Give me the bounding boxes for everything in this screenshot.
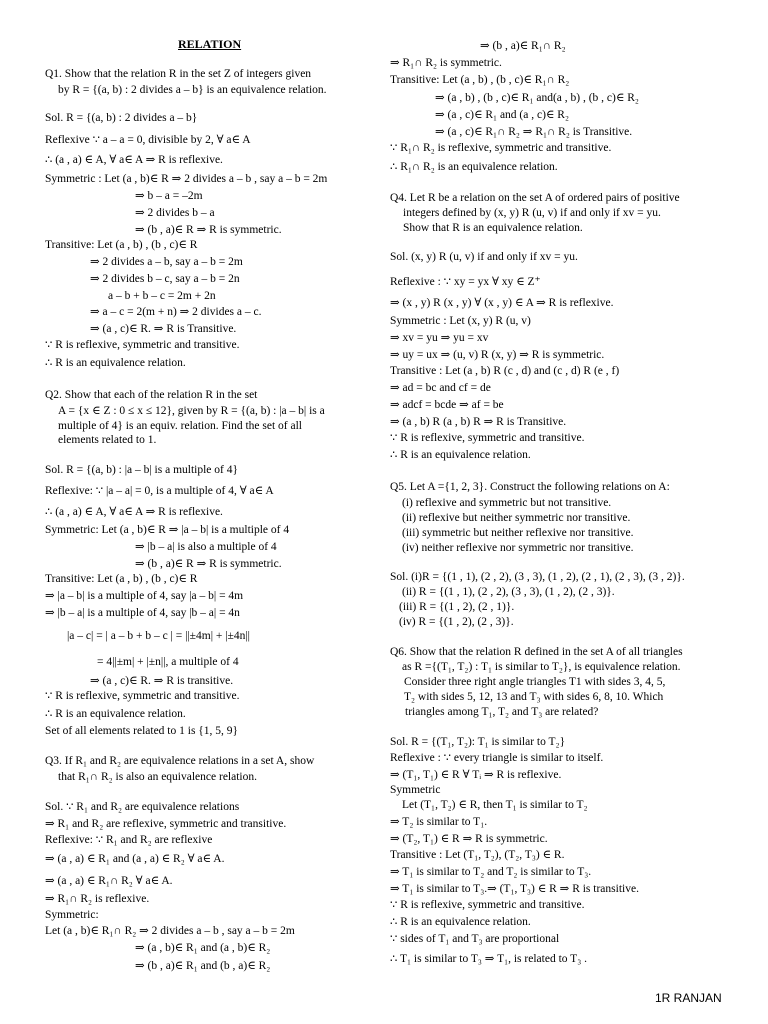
q4-line-3: Show that R is an equivalence relation.	[403, 222, 583, 234]
q6-sym-2: ⇒ T₂ is similar to T₁.	[390, 816, 488, 828]
q3-transitive: Transitive: Let (a , b) , (b , c)∈ R₁∩ R₂	[390, 74, 570, 86]
q4-line-1: Q4. Let R be a relation on the set A of ordered pairs of positive	[390, 192, 680, 204]
q2-tr-1: ⇒ |a – b| is a multiple of 4, say |a – b| = 4m	[45, 590, 244, 602]
q1-sol: Sol. R = {(a, b) : 2 divides a – b}	[45, 112, 198, 124]
q6-line-4: T₂ with sides 5, 12, 13 and T₃ with sides 6, 8, 10. Which	[404, 691, 664, 703]
q5-sol-4: (iv) R = {(1 , 2), (2 , 3)}.	[399, 616, 514, 628]
q2-tr-2: ⇒ |b – a| is a multiple of 4, say |b – a| = 4n	[45, 607, 240, 619]
page-title: RELATION	[178, 37, 242, 51]
q3-conclusion-2: ∴ R₁∩ R₂ is an equivalence relation.	[390, 161, 558, 173]
q6-symmetric: Symmetric	[390, 784, 441, 796]
q6-conclusion-2: ∴ R is an equivalence relation.	[390, 916, 531, 928]
q2-reflexive-2: ∴ (a , a) ∈ A, ∀ a∈ A ⇒ R is reflexive.	[45, 506, 223, 518]
q2-line-2: A = {x ∈ Z : 0 ≤ x ≤ 12}, given by R = {(a, b) : |a – b| is a	[58, 405, 325, 417]
q5-line-2: (i) reflexive and symmetric but not transitive.	[402, 497, 612, 509]
q4-tr-2: ⇒ adcf = bcde ⇒ af = be	[390, 399, 504, 411]
q2-conclusion-2: ∴ R is an equivalence relation.	[45, 708, 186, 720]
q6-conclusion-1: ∵ R is reflexive, symmetric and transitive.	[390, 899, 585, 911]
q6-line-1: Q6. Show that the relation R defined in the set A of all triangles	[390, 646, 683, 658]
q6-sym-3: ⇒ (T₂, T₁) ∈ R ⇒ R is symmetric.	[390, 833, 548, 845]
q3-ref-2: ⇒ (a , a) ∈ R₁∩ R₂ ∀ a∈ A.	[45, 875, 173, 887]
q2-tr-4: = 4||±m| + |±n||, a multiple of 4	[97, 656, 239, 668]
q1-conclusion-2: ∴ R is an equivalence relation.	[45, 357, 186, 369]
q1-tr-3: a – b + b – c = 2m + 2n	[108, 290, 216, 302]
q2-sol: Sol. R = {(a, b) : |a – b| is a multiple of 4}	[45, 464, 239, 476]
q3-tr-2: ⇒ (a , c)∈ R₁ and (a , c)∈ R₂	[435, 109, 569, 121]
q6-conclusion-3: ∵ sides of T₁ and T₃ are proportional	[390, 933, 560, 945]
q3-sym-2: ⇒ (a , b)∈ R₁ and (a , b)∈ R₂	[135, 942, 271, 954]
q3-sol: Sol. ∵ R₁ and R₂ are equivalence relations	[45, 801, 240, 813]
q5-line-5: (iv) neither reflexive nor symmetric nor transitive.	[402, 542, 634, 554]
q5-line-1: Q5. Let A ={1, 2, 3}. Construct the following relations on A:	[390, 481, 670, 493]
q3-ref-1: ⇒ (a , a) ∈ R₁ and (a , a) ∈ R₂ ∀ a∈ A.	[45, 853, 225, 865]
q3-line-2: that R₁∩ R₂ is also an equivalence relation.	[58, 771, 257, 783]
q3-sym-3: ⇒ (b , a)∈ R₁ and (b , a)∈ R₂	[135, 960, 271, 972]
q2-reflexive: Reflexive: ∵ |a – a| = 0, is a multiple of 4, ∀ a∈ A	[45, 485, 274, 497]
q6-line-3: Consider three right angle triangles T1 with sides 3, 4, 5,	[404, 676, 666, 688]
author-signature: 1R RANJAN	[655, 991, 722, 1005]
q1-tr-2: ⇒ 2 divides b – c, say a – b = 2n	[90, 273, 240, 285]
q1-conclusion-1: ∵ R is reflexive, symmetric and transitive.	[45, 339, 240, 351]
q1-reflexive-2: ∴ (a , a) ∈ A, ∀ a∈ A ⇒ R is reflexive.	[45, 154, 223, 166]
q1-reflexive: Reflexive ∵ a – a = 0, divisible by 2, ∀ a∈ A	[45, 134, 251, 146]
q6-line-5: triangles among T₁, T₂ and T₃ are related?	[405, 706, 599, 718]
q2-transitive: Transitive: Let (a , b) , (b , c)∈ R	[45, 573, 198, 585]
q2-line-4: elements related to 1.	[58, 434, 157, 446]
q4-conclusion-1: ∵ R is reflexive, symmetric and transitive.	[390, 432, 585, 444]
q2-tr-5: ⇒ (a , c)∈ R. ⇒ R is transitive.	[90, 675, 234, 687]
q3-sym-4: ⇒ (b , a)∈ R₁∩ R₂	[480, 40, 566, 52]
q6-reflexive: Reflexive : ∵ every triangle is similar to itself.	[390, 752, 604, 764]
q5-sol-2: (ii) R = {(1 , 1), (2 , 2), (3 , 3), (1 , 2), (2 , 3)}.	[402, 586, 615, 598]
q3-line-1: Q3. If R₁ and R₂ are equivalence relations in a set A, show	[45, 755, 315, 767]
q4-reflexive: Reflexive : ∵ xy = yx ∀ xy ∈ Z⁺	[390, 276, 541, 288]
q5-line-3: (ii) reflexive but neither symmetric nor transitive.	[402, 512, 631, 524]
q6-transitive: Transitive : Let (T₁, T₂), (T₂, T₃) ∈ R.	[390, 849, 565, 861]
q6-conclusion-4: ∴ T₁ is similar to T₃ ⇒ T₁, is related to T₃ .	[390, 953, 587, 965]
q1-sym-3: ⇒ (b , a)∈ R ⇒ R is symmetric.	[135, 224, 282, 236]
q1-tr-5: ⇒ (a , c)∈ R. ⇒ R is Transitive.	[90, 323, 237, 335]
q4-symmetric: Symmetric : Let (x, y) R (u, v)	[390, 315, 531, 327]
q4-ref-1: ⇒ (x , y) R (x , y) ∀ (x , y) ∈ A ⇒ R is reflexive.	[390, 297, 614, 309]
q4-tr-3: ⇒ (a , b) R (a , b) R ⇒ R is Transitive.	[390, 416, 567, 428]
q1-tr-1: ⇒ 2 divides a – b, say a – b = 2m	[90, 256, 243, 268]
q1-tr-4: ⇒ a – c = 2(m + n) ⇒ 2 divides a – c.	[90, 306, 262, 318]
q6-line-2: as R ={(T₁, T₂) : T₁ is similar to T₂}, is equivalence relation.	[402, 661, 681, 673]
q2-symmetric: Symmetric: Let (a , b)∈ R ⇒ |a – b| is a multiple of 4	[45, 524, 290, 536]
q3-line-4: ⇒ R₁ and R₂ are reflexive, symmetric and transitive.	[45, 818, 287, 830]
q2-line-3: multiple of 4} is an equiv. relation. Find the set of all	[58, 420, 302, 432]
q4-transitive: Transitive : Let (a , b) R (c , d) and (c , d) R (e , f)	[390, 365, 620, 377]
q2-sym-2: ⇒ (b , a)∈ R ⇒ R is symmetric.	[135, 558, 282, 570]
q3-sym-5: ⇒ R₁∩ R₂ is symmetric.	[390, 57, 502, 69]
q4-line-2: integers defined by (x, y) R (u, v) if and only if xv = yu.	[403, 207, 661, 219]
q6-sol: Sol. R = {(T₁, T₂): T₁ is similar to T₂}	[390, 736, 566, 748]
q3-tr-3: ⇒ (a , c)∈ R₁∩ R₂ ⇒ R₁∩ R₂ is Transitive.	[435, 126, 633, 138]
q5-sol-3: (iii) R = {(1 , 2), (2 , 1)}.	[399, 601, 515, 613]
q3-conclusion-1: ∵ R₁∩ R₂ is reflexive, symmetric and transitive.	[390, 142, 612, 154]
q4-tr-1: ⇒ ad = bc and cf = de	[390, 382, 491, 394]
q1-sym-2: ⇒ 2 divides b – a	[135, 207, 215, 219]
q6-tr-1: ⇒ T₁ is similar to T₂ and T₂ is similar to T₃.	[390, 866, 592, 878]
q1-line-1: Q1. Show that the relation R in the set Z of integers given	[45, 68, 312, 80]
q3-sym-1: Let (a , b)∈ R₁∩ R₂ ⇒ 2 divides a – b , say a – b = 2m	[45, 925, 295, 937]
q2-tr-3: |a – c| = | a – b + b – c | = ||±4m| + |±4n||	[67, 630, 250, 642]
q6-ref-1: ⇒ (T₁, T₁) ∈ R ∀ Tᵢ ⇒ R is reflexive.	[390, 769, 562, 781]
q3-symmetric: Symmetric:	[45, 909, 99, 921]
q4-sym-1: ⇒ xv = yu ⇒ yu = xv	[390, 332, 489, 344]
q4-sym-2: ⇒ uy = ux ⇒ (u, v) R (x, y) ⇒ R is symmetric.	[390, 349, 605, 361]
q1-line-2: by R = {(a, b) : 2 divides a – b} is an equivalence relation.	[58, 84, 327, 96]
q4-conclusion-2: ∴ R is an equivalence relation.	[390, 449, 531, 461]
q2-answer: Set of all elements related to 1 is {1, 5, 9}	[45, 725, 239, 737]
q5-sol-1: Sol. (i)R = {(1 , 1), (2 , 2), (3 , 3), (1 , 2), (2 , 1), (2 , 3), (3 , 2)}.	[390, 571, 685, 583]
q3-reflexive: Reflexive: ∵ R₁ and R₂ are reflexive	[45, 834, 213, 846]
q4-sol: Sol. (x, y) R (u, v) if and only if xv = yu.	[390, 251, 578, 263]
q2-sym-1: ⇒ |b – a| is also a multiple of 4	[135, 541, 277, 553]
q1-symmetric: Symmetric : Let (a , b)∈ R ⇒ 2 divides a – b , say a – b = 2m	[45, 173, 328, 185]
q1-transitive: Transitive: Let (a , b) , (b , c)∈ R	[45, 239, 198, 251]
q5-line-4: (iii) symmetric but neither reflexive nor transitive.	[402, 527, 634, 539]
q2-line-1: Q2. Show that each of the relation R in the set	[45, 389, 258, 401]
q6-sym-1: Let (T₁, T₂) ∈ R, then T₁ is similar to T₂	[402, 799, 588, 811]
q3-tr-1: ⇒ (a , b) , (b , c)∈ R₁ and(a , b) , (b , c)∈ R₂	[435, 92, 639, 104]
q3-ref-3: ⇒ R₁∩ R₂ is reflexive.	[45, 893, 150, 905]
q6-tr-2: ⇒ T₁ is similar to T₃.⇒ (T₁, T₃) ∈ R ⇒ R is transitive.	[390, 883, 639, 895]
q1-sym-1: ⇒ b – a = –2m	[135, 190, 203, 202]
q2-conclusion-1: ∵ R is reflexive, symmetric and transitive.	[45, 690, 240, 702]
